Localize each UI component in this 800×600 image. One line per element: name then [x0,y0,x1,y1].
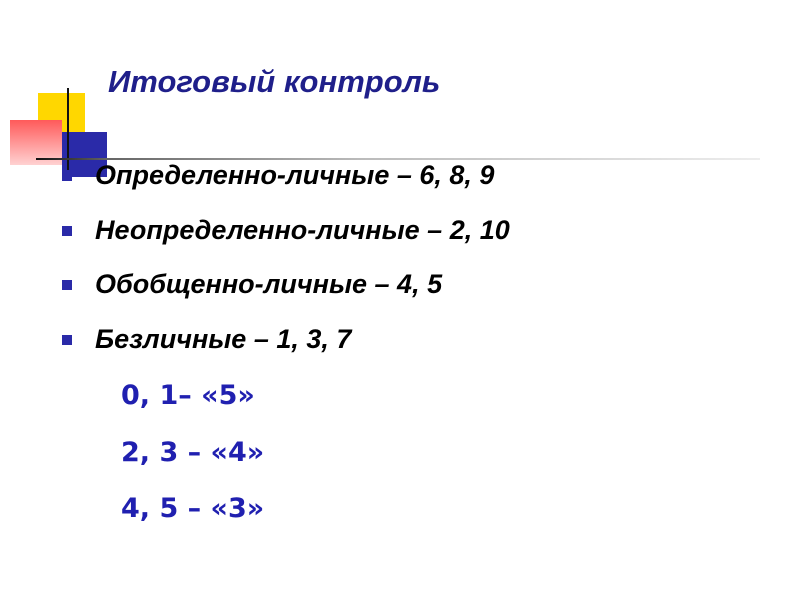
bullet-text: Безличные – 1, 3, 7 [95,324,352,354]
square-bullet-icon [62,280,72,290]
square-bullet-icon [62,226,72,236]
bullet-item [95,268,442,300]
bullet-item [95,214,510,246]
bullet-item [95,323,351,355]
square-bullet-icon [62,335,72,345]
grade-line: 2, 3 – «4» [121,437,265,468]
grade-line: 4, 5 – «3» [121,493,265,524]
bullet-text: Определенно-личные – 6, 8, 9 [95,160,495,190]
bullet-text: Неопределенно-личные – 2, 10 [95,215,510,245]
grade-line: 0, 1– «5» [121,380,255,411]
slide-title: Итоговый контроль [108,64,441,99]
bullet-text: Обобщенно-личные – 4, 5 [95,269,443,299]
square-bullet-icon [62,171,72,181]
bullet-item [95,159,494,191]
